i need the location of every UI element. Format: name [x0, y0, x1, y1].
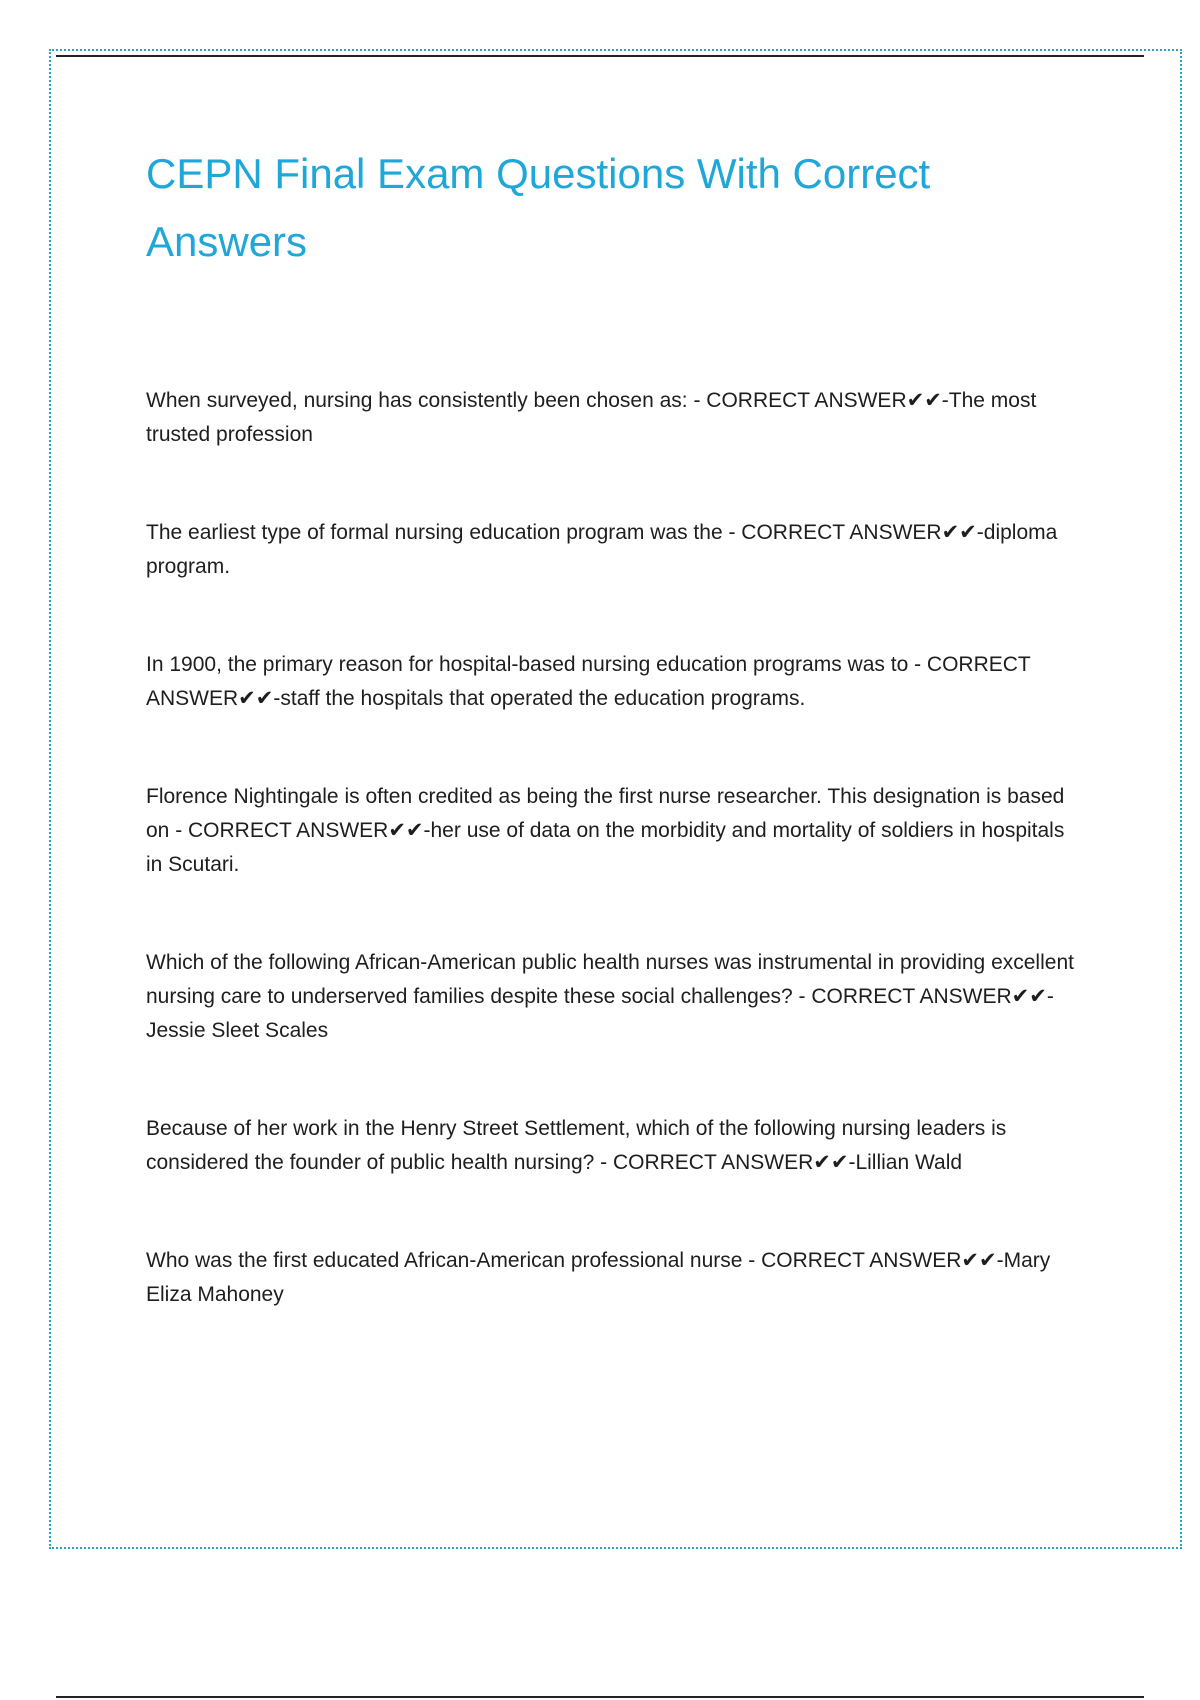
document-title: CEPN Final Exam Questions With Correct Answers: [146, 150, 931, 265]
qa-item: Who was the first educated African-American professional nurse - CORRECT ANSWER✔✔-Mary Eliza Mahoney: [146, 1249, 1051, 1306]
top-rule: [56, 55, 1144, 57]
document-content: [146, 140, 1086, 1312]
qa-item: Which of the following African-American public health nurses was instrumental in providing excellent nursing care to underserved families despite these social challenges? - CORRECT ANSWER✔✔-Jessie Sleet Scales: [146, 951, 1074, 1042]
qa-item: When surveyed, nursing has consistently been chosen as: - CORRECT ANSWER✔✔-The most trusted profession: [146, 389, 1037, 446]
qa-list: [146, 384, 1086, 1312]
bottom-rule: [56, 1696, 1144, 1698]
qa-item: In 1900, the primary reason for hospital-based nursing education programs was to - CORRECT ANSWER✔✔-staff the hospitals that operated the education programs.: [146, 653, 1031, 710]
qa-item: Florence Nightingale is often credited as being the first nurse researcher. This designation is based on - CORRECT ANSWER✔✔-her use of data on the morbidity and mortality of soldiers in hospitals in Scutari.: [146, 785, 1065, 876]
qa-item: Because of her work in the Henry Street Settlement, which of the following nursing leaders is considered the founder of public health nursing? - CORRECT ANSWER✔✔-Lillian Wald: [146, 1117, 1007, 1174]
qa-item: The earliest type of formal nursing education program was the - CORRECT ANSWER✔✔-diploma program.: [146, 521, 1058, 578]
